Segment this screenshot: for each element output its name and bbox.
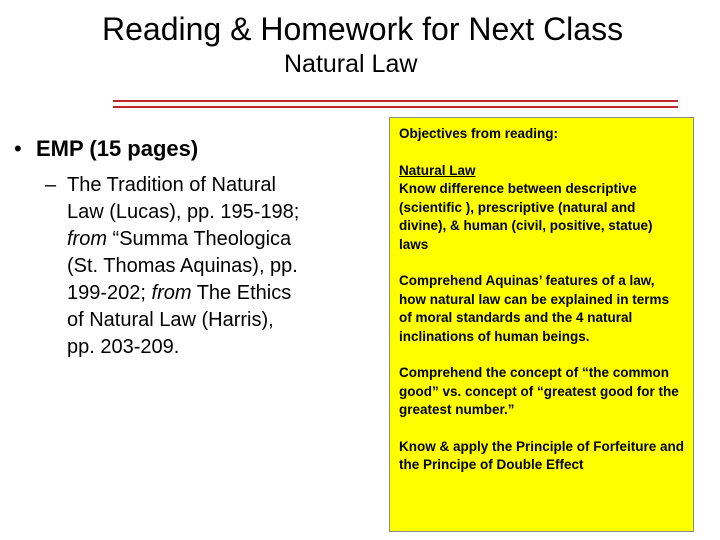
page-subtitle: Natural Law: [284, 50, 418, 78]
reading-text-part: “Summa Theologica (St. Thomas Aquinas), pp. 199-202;: [67, 228, 298, 304]
page-title: Reading & Homework for Next Class: [102, 11, 624, 47]
reading-list: [14, 132, 364, 361]
objective-paragraph: Know & apply the Principle of Forfeiture and the Principe of Double Effect: [399, 438, 685, 472]
objectives-box: [389, 117, 694, 532]
objectives-heading: Objectives from reading:: [399, 126, 559, 141]
sub-marker: –: [45, 174, 57, 196]
reading-description: [67, 172, 364, 361]
objective-paragraph: Comprehend the concept of “the common good” vs. concept of “greatest good for the greatest number.”: [399, 365, 679, 417]
reading-bullet: [14, 132, 364, 166]
objectives-subheading: Natural Law: [399, 162, 476, 178]
objective-paragraph: Comprehend Aquinas’ features of a law, how natural law can be explained in terms of moral standards and the 4 natural inclinations of human beings.: [399, 273, 670, 344]
bullet-label: EMP (15 pages): [36, 136, 199, 161]
title-divider-bottom: [113, 106, 678, 108]
reading-text-part: The Tradition of Natural Law (Lucas), pp. 195-198;: [67, 174, 300, 223]
reading-subitem: [45, 172, 364, 361]
bullet-marker: •: [14, 136, 22, 161]
reading-text-part-italic: from: [67, 228, 107, 250]
objective-paragraph: Know difference between descriptive (scientific ), prescriptive (natural and divine), & human (civil, positive, statue) laws: [399, 181, 653, 252]
reading-text-part-italic: from: [151, 282, 192, 304]
title-divider-top: [113, 100, 678, 102]
reading-text-part: The Ethics of Natural Law (Harris), pp. 203-209.: [67, 282, 292, 358]
